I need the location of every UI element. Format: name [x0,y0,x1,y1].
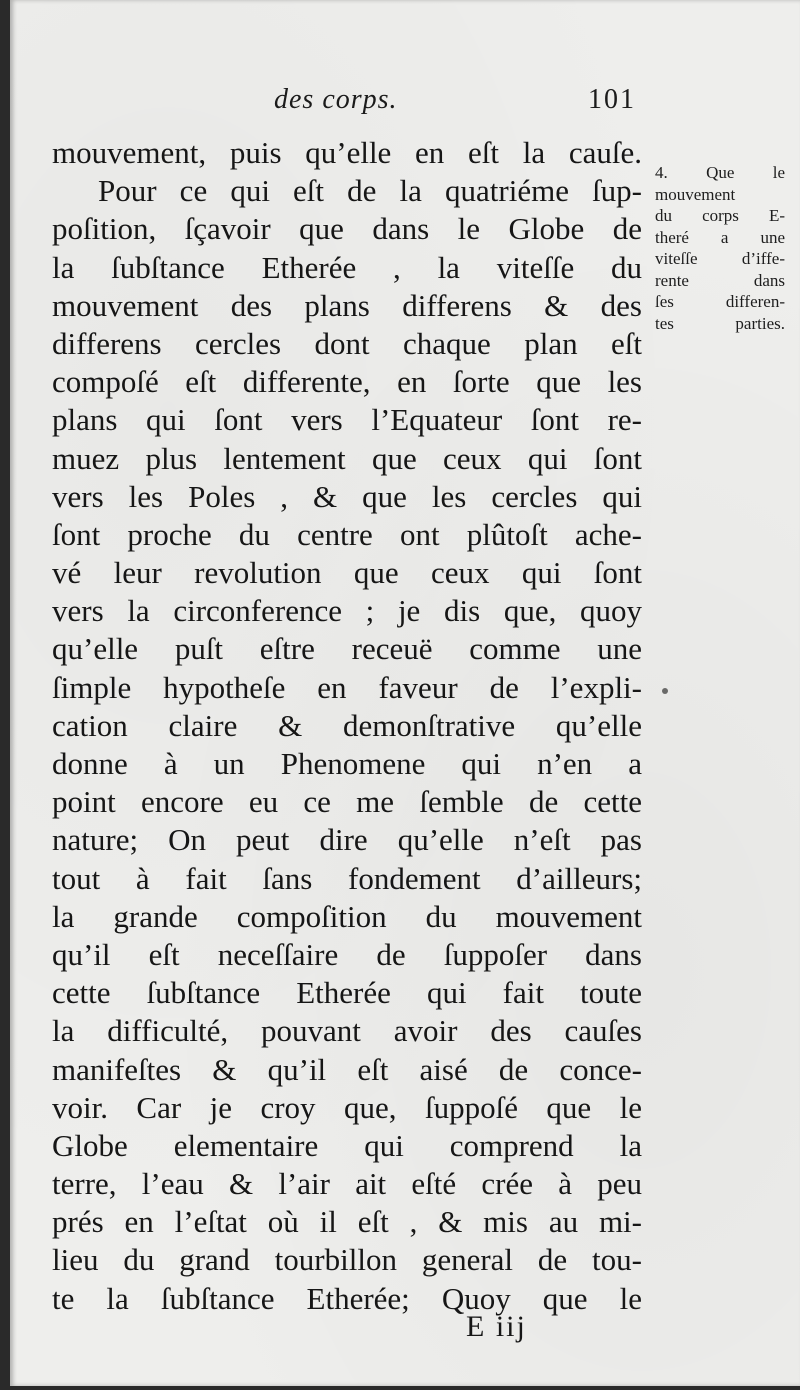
body-line: muez plus lentement que ceux qui ſont [52,440,642,476]
signature-mark: E iij [466,1310,527,1343]
body-line: vers les Poles , & que les cercles qui [52,478,642,514]
body-line: Pour ce qui eſt de la quatriéme ſup- [98,173,642,209]
body-line: voir. Car je croy que, ſuppoſé que le [52,1089,642,1125]
body-line: tout à fait ſans fondement d’ailleurs; [52,860,642,896]
body-text [52,134,642,1318]
margin-note-line: theré a une [655,227,785,247]
margin-note-line: 4. Que le [655,163,785,182]
body-line: poſition, ſçavoir que dans le Globe de [52,211,642,247]
margin-note-line: rente dans [655,270,785,290]
body-line: point encore eu ce me ſemble de cette [52,784,642,820]
margin-note-line: ſes differen- [655,292,785,311]
body-line: vé leur revolution que ceux qui ſont [52,555,642,591]
body-line: manifeſtes & qu’il eſt aisé de conce- [52,1051,642,1087]
page-header [0,84,800,124]
body-line: differens cercles dont chaque plan eſt [52,325,642,361]
body-line: plans qui ſont vers l’Equateur ſont re- [52,402,642,438]
margin-note-line: mouvement [655,184,736,204]
body-line: prés en l’eſtat où il eſt , & mis au mi- [52,1204,642,1240]
margin-note-line: tes parties. [655,313,785,333]
margin-note [655,162,785,334]
body-line: ſimple hypotheſe en faveur de l’expli- [52,669,642,705]
running-title: des corps. [274,84,398,115]
body-line: qu’il eſt neceſſaire de ſuppoſer dans [52,936,642,972]
body-line: mouvement des plans differens & des [52,287,642,323]
body-line: lieu du grand tourbillon general de tou- [52,1242,642,1278]
body-line: donne à un Phenomene qui n’en a [52,746,642,781]
body-line: cette ſubſtance Etherée qui fait toute [52,975,642,1011]
body-line: cation claire & demonſtrative qu’elle [52,707,642,743]
body-line: compoſé eſt differente, en ſorte que les [52,364,642,400]
body-line: mouvement, puis qu’elle en eſt la cauſe. [52,135,642,170]
body-line: qu’elle puſt eſtre receuë comme une [52,631,642,667]
margin-note-line: viteſſe d’iffe- [655,249,785,268]
margin-note-line: du corps E- [655,206,785,225]
page-number: 101 [588,84,636,115]
body-line: te la ſubſtance Etherée; Quoy que le [52,1280,642,1316]
body-line: terre, l’eau & l’air ait eſté crée à peu [52,1166,642,1202]
body-line: ſont proche du centre ont plûtoſt ache- [52,516,642,552]
body-line: vers la circonference ; je dis que, quoy [52,593,642,629]
body-line: la difficulté, pouvant avoir des cauſes [52,1013,642,1049]
ink-speck [662,688,668,694]
body-line: Globe elementaire qui comprend la [52,1127,642,1163]
body-line: la ſubſtance Etherée , la viteſſe du [52,249,642,285]
body-line: nature; On peut dire qu’elle n’eſt pas [52,822,642,858]
body-line: la grande compoſition du mouvement [52,898,642,934]
